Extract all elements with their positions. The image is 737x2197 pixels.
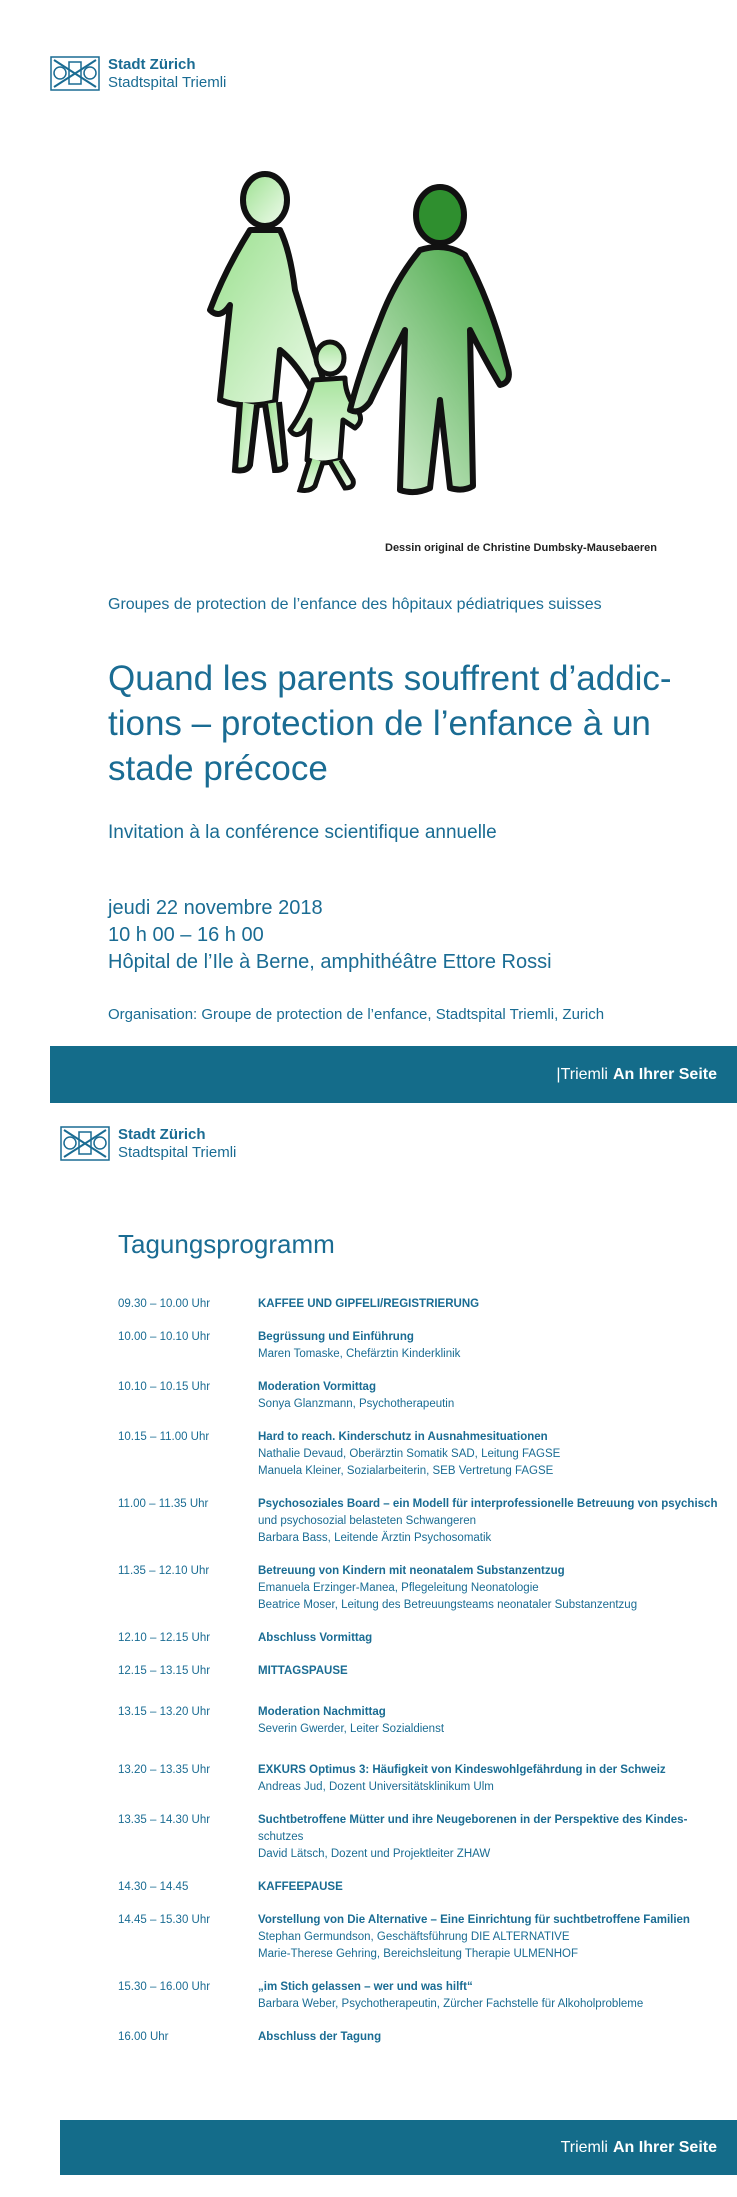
logo-line-2: Stadtspital Triemli	[108, 73, 227, 91]
program-item-title: Betreuung von Kindern mit neonatalem Substanzentzug	[258, 1565, 565, 1577]
program-content	[258, 1379, 728, 1413]
program-row	[118, 1912, 728, 1963]
program-row	[118, 1563, 728, 1614]
program-item-title: Suchtbetroffene Mütter und ihre Neugeborenen in der Perspektive des Kindes-	[258, 1814, 688, 1826]
program-item-title: Begrüssung und Einführung	[258, 1331, 414, 1343]
program-content	[258, 1496, 728, 1547]
title-line: stade précoce	[108, 749, 328, 788]
program-row	[118, 1704, 728, 1738]
program-item-line: Maren Tomaske, Chefärztin Kinderklinik	[258, 1348, 461, 1360]
program-row	[118, 1630, 728, 1647]
program-item-title: Abschluss der Tagung	[258, 2031, 382, 2043]
program-item-line: Barbara Weber, Psychotherapeutin, Zürcher Fachstelle für Alkoholprobleme	[258, 1998, 644, 2010]
program-time: 13.20 – 13.35 Uhr	[118, 1764, 211, 1776]
event-time: 10 h 00 – 16 h 00	[108, 924, 264, 946]
program-row	[118, 1663, 728, 1680]
subtitle: Groupes de protection de l’enfance des hôpitaux pédiatriques suisses	[108, 596, 602, 613]
program-item-title: „im Stich gelassen – wer und was hilft“	[258, 1981, 473, 1993]
invitation-line: Invitation à la conférence scientifique annuelle	[108, 822, 497, 843]
program-item-line: Stephan Germundson, Geschäftsführung DIE ALTERNATIVE	[258, 1931, 570, 1943]
program-row	[118, 1296, 728, 1313]
program-item-line: Emanuela Erzinger-Manea, Pflegeleitung Neonatologie	[258, 1582, 539, 1594]
program-content	[258, 1879, 728, 1896]
program-time: 12.15 – 13.15 Uhr	[118, 1665, 211, 1677]
logo-line-1: Stadt Zürich	[118, 1126, 206, 1144]
program-item-line: Manuela Kleiner, Sozialarbeiterin, SEB Vertretung FAGSE	[258, 1465, 554, 1477]
program-content	[258, 1912, 728, 1963]
footer-bar	[60, 2120, 737, 2175]
program-schedule	[118, 1296, 728, 2046]
program-content	[258, 2029, 728, 2046]
program-content	[258, 1563, 728, 1614]
program-item-line: Beatrice Moser, Leitung des Betreuungsteams neonataler Substanzentzug	[258, 1599, 638, 1611]
title-line: tions – protection de l’enfance à un	[108, 704, 651, 743]
footer-bar	[50, 1046, 737, 1103]
program-row	[118, 1879, 728, 1896]
program-time: 13.35 – 14.30 Uhr	[118, 1814, 211, 1826]
program-row	[118, 1329, 728, 1363]
program-content	[258, 1979, 728, 2013]
page-title	[108, 656, 708, 791]
program-time: 09.30 – 10.00 Uhr	[118, 1298, 211, 1310]
program-row	[118, 1496, 728, 1547]
program-row	[118, 1429, 728, 1480]
program-item-line: Severin Gwerder, Leiter Sozialdienst	[258, 1723, 445, 1735]
program-time: 14.30 – 14.45	[118, 1881, 189, 1893]
zurich-crest-icon	[60, 1126, 110, 1161]
program-row	[118, 1762, 728, 1796]
program-item-line: Andreas Jud, Dozent Universitätsklinikum Ulm	[258, 1781, 494, 1793]
program-item-line: Barbara Bass, Leitende Ärztin Psychosomatik	[258, 1532, 492, 1544]
program-row	[118, 1812, 728, 1863]
program-row	[118, 1379, 728, 1413]
program-row	[118, 1979, 728, 2013]
program-item-title: EXKURS Optimus 3: Häufigkeit von Kindeswohlgefährdung in der Schweiz	[258, 1764, 666, 1776]
program-content	[258, 1663, 728, 1680]
program-item-line: David Lätsch, Dozent und Projektleiter ZHAW	[258, 1848, 491, 1860]
family-illustration	[195, 170, 545, 510]
bar-slogan: An Ihrer Seite	[612, 1065, 717, 1083]
bar-brand: Triemli	[560, 2138, 608, 2156]
program-item-title: KAFFEEPAUSE	[258, 1881, 343, 1893]
program-item-line: Nathalie Devaud, Oberärztin Somatik SAD, Leitung FAGSE	[258, 1448, 561, 1460]
event-details	[108, 895, 552, 976]
program-item-line: schutzes	[258, 1831, 304, 1843]
logo-stadt-zuerich	[50, 56, 226, 91]
program-content	[258, 1762, 728, 1796]
program-item-title: Psychosoziales Board – ein Modell für interprofessionelle Betreuung von psychisch	[258, 1498, 718, 1510]
program-item-title: Abschluss Vormittag	[258, 1632, 373, 1644]
program-content	[258, 1329, 728, 1363]
bar-brand: |Triemli	[556, 1065, 608, 1083]
logo-line-1: Stadt Zürich	[108, 56, 196, 74]
logo-line-2: Stadtspital Triemli	[118, 1143, 237, 1161]
bar-slogan: An Ihrer Seite	[612, 2138, 717, 2156]
program-content	[258, 1812, 728, 1863]
program-content	[258, 1704, 728, 1738]
program-item-title: KAFFEE UND GIPFELI/REGISTRIERUNG	[258, 1298, 480, 1310]
organisation: Organisation: Groupe de protection de l’enfance, Stadtspital Triemli, Zurich	[108, 1006, 605, 1023]
event-date: jeudi 22 novembre 2018	[108, 897, 323, 919]
program-item-title: Moderation Vormittag	[258, 1381, 376, 1393]
program-item-line: und psychosozial belasteten Schwangeren	[258, 1515, 477, 1527]
program-content	[258, 1630, 728, 1647]
father-figure	[350, 187, 509, 492]
program-item-line: Marie-Therese Gehring, Bereichsleitung Therapie ULMENHOF	[258, 1948, 579, 1960]
program-item-title: Hard to reach. Kinderschutz in Ausnahmesituationen	[258, 1431, 548, 1443]
program-time: 15.30 – 16.00 Uhr	[118, 1981, 211, 1993]
illustration-credit: Dessin original de Christine Dumbsky-Mausebaeren	[385, 542, 658, 554]
program-time: 16.00 Uhr	[118, 2031, 169, 2043]
program-time: 14.45 – 15.30 Uhr	[118, 1914, 211, 1926]
program-content	[258, 1296, 728, 1313]
program-time: 10.00 – 10.10 Uhr	[118, 1331, 211, 1343]
program-time: 11.35 – 12.10 Uhr	[118, 1565, 210, 1577]
title-line: Quand les parents souffrent d’addic-	[108, 659, 672, 698]
zurich-crest-icon	[50, 56, 100, 91]
event-location: Hôpital de l’Ile à Berne, amphithéâtre Ettore Rossi	[108, 951, 552, 973]
program-item-title: Vorstellung von Die Alternative – Eine Einrichtung für suchtbetroffene Familien	[258, 1914, 690, 1926]
program-row	[118, 2029, 728, 2046]
program-time: 11.00 – 11.35 Uhr	[118, 1498, 209, 1510]
program-time: 12.10 – 12.15 Uhr	[118, 1632, 211, 1644]
logo-stadt-zuerich	[60, 1126, 236, 1161]
program-time: 13.15 – 13.20 Uhr	[118, 1706, 211, 1718]
program-time: 10.15 – 11.00 Uhr	[118, 1431, 210, 1443]
program-time: 10.10 – 10.15 Uhr	[118, 1381, 211, 1393]
program-item-title: MITTAGSPAUSE	[258, 1665, 348, 1677]
program-title: Tagungsprogramm	[118, 1229, 335, 1259]
program-item-line: Sonya Glanzmann, Psychotherapeutin	[258, 1398, 455, 1410]
program-item-title: Moderation Nachmittag	[258, 1706, 386, 1718]
program-content	[258, 1429, 728, 1480]
